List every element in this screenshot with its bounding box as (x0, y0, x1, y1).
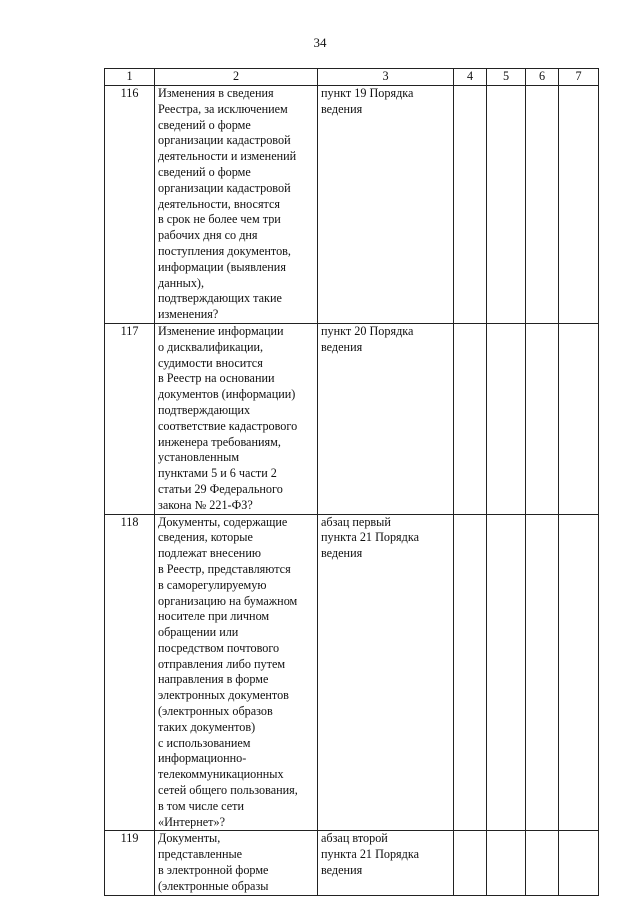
legal-reference: пункт 19 Порядка ведения (318, 86, 454, 324)
checklist-table (104, 68, 599, 896)
question-text: Документы, представленные в электронной форме (электронные образы (155, 831, 318, 895)
answer-cell (454, 323, 487, 514)
question-text: Документы, содержащие сведения, которые подлежат внесению в Реестр, представляются в саморегулируемую организацию на бумажном носителе при личном обращении или посредством почтового отправления либо путем направления в форме электронных документов (электронных образов таких документов) с использованием информационно- телекоммуникационных сетей общего пользования, в том числе сети «Интернет»? (155, 514, 318, 831)
answer-cell (454, 514, 487, 831)
answer-cell (487, 831, 526, 895)
question-text: Изменение информации о дисквалификации, судимости вносится в Реестр на основании документов (информации) подтверждающих соответствие кадастрового инженера требованиям, установленным пунктами 5 и 6 части 2 статьи 29 Федерального закона № 221-ФЗ? (155, 323, 318, 514)
legal-reference: абзац первый пункта 21 Порядка ведения (318, 514, 454, 831)
page-number: 34 (313, 35, 327, 50)
table-row (105, 86, 599, 324)
answer-cell (487, 323, 526, 514)
column-header-3: 3 (318, 69, 454, 86)
column-header-5: 5 (487, 69, 526, 86)
answer-cell (487, 514, 526, 831)
answer-cell (487, 86, 526, 324)
answer-cell (526, 323, 559, 514)
table-row (105, 831, 599, 895)
row-number: 116 (105, 86, 155, 324)
legal-reference: пункт 20 Порядка ведения (318, 323, 454, 514)
table-row (105, 514, 599, 831)
answer-cell (559, 323, 599, 514)
row-number: 118 (105, 514, 155, 831)
column-header-6: 6 (526, 69, 559, 86)
answer-cell (526, 831, 559, 895)
answer-cell (559, 514, 599, 831)
row-number: 119 (105, 831, 155, 895)
answer-cell (454, 831, 487, 895)
answer-cell (559, 86, 599, 324)
header-row (105, 69, 599, 86)
column-header-1: 1 (105, 69, 155, 86)
column-header-7: 7 (559, 69, 599, 86)
answer-cell (454, 86, 487, 324)
column-header-4: 4 (454, 69, 487, 86)
answer-cell (526, 86, 559, 324)
question-text: Изменения в сведения Реестра, за исключением сведений о форме организации кадастровой деятельности и изменений сведений о форме организации кадастровой деятельности, вносятся в срок не более чем три рабочих дня со дня поступления документов, информации (выявления данных), подтверждающих такие изменения? (155, 86, 318, 324)
table-row (105, 323, 599, 514)
legal-reference: абзац второй пункта 21 Порядка ведения (318, 831, 454, 895)
row-number: 117 (105, 323, 155, 514)
column-header-2: 2 (155, 69, 318, 86)
answer-cell (526, 514, 559, 831)
answer-cell (559, 831, 599, 895)
